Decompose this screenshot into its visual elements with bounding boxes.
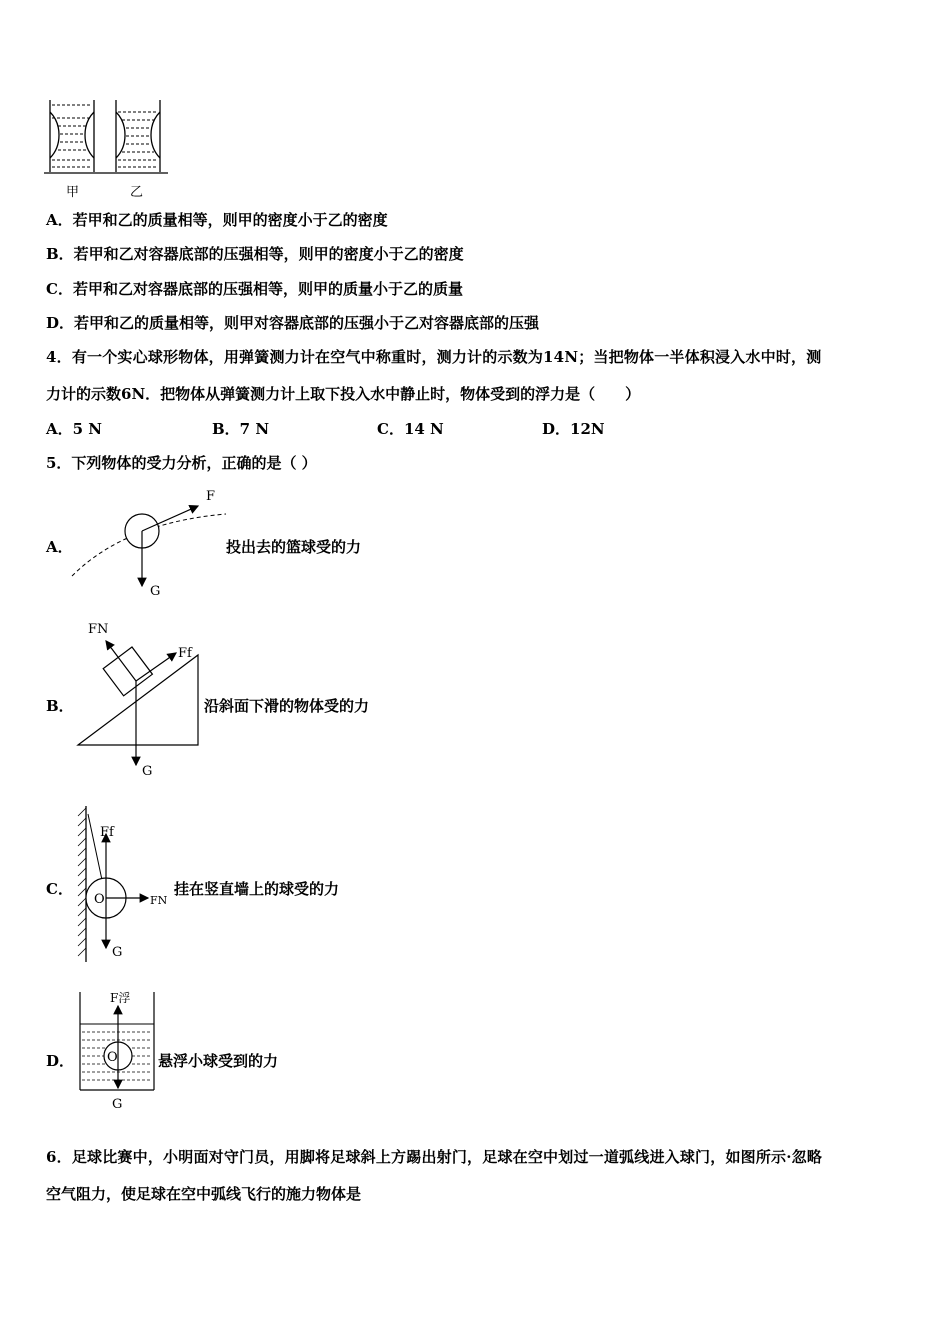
label-yi: 乙 xyxy=(130,185,144,200)
q4-option-d: D．12N xyxy=(542,420,605,438)
q5-stem: 5．下列物体的受力分析，正确的是（ ） xyxy=(46,454,317,472)
force-f-label: F xyxy=(206,489,216,504)
q5-option-a-letter: A． xyxy=(46,538,73,556)
q5-option-d-letter: D． xyxy=(46,1052,75,1070)
normal-force-label: FN xyxy=(88,622,109,637)
q6-stem-line1: 6．足球比赛中，小明面对守门员，用脚将足球斜上方踢出射门，足球在空中划过一道弧线进入球门，如图所示·忽略 xyxy=(46,1148,823,1166)
q4-option-b: B．7 N xyxy=(212,420,270,438)
friction-label: Ff xyxy=(178,646,192,661)
gravity-label: G xyxy=(142,764,153,779)
q3-option-c: C．若甲和乙对容器底部的压强相等，则甲的质量小于乙的质量 xyxy=(46,280,463,298)
q5-option-a-text: 投出去的篮球受的力 xyxy=(226,538,362,556)
center-label: O xyxy=(94,892,105,907)
q3-option-d: D．若甲和乙的质量相等，则甲对容器底部的压强小于乙对容器底部的压强 xyxy=(46,314,540,332)
q5-option-c-letter: C． xyxy=(46,880,73,898)
wall-ball-figure xyxy=(72,804,176,964)
buoyancy-label: F浮 xyxy=(110,991,131,1005)
normal-force-label: FN xyxy=(150,894,168,907)
center-label: O xyxy=(107,1050,118,1065)
label-jia: 甲 xyxy=(66,185,80,200)
gravity-label: G xyxy=(112,945,123,960)
q5-option-d-text: 悬浮小球受到的力 xyxy=(158,1052,279,1070)
q4-stem-line1: 4．有一个实心球形物体，用弹簧测力计在空气中称重时，测力计的示数为14N；当把物体一半体积浸入水中时，测 xyxy=(46,348,822,366)
friction-label: Ff xyxy=(100,825,114,840)
gravity-label: G xyxy=(112,1097,123,1112)
basketball-figure xyxy=(66,482,236,600)
q4-option-a: A．5 N xyxy=(46,420,103,438)
q5-option-b-letter: B． xyxy=(46,697,74,715)
gravity-label: G xyxy=(150,584,161,599)
q6-stem-line2: 空气阻力，使足球在空中弧线飞行的施力物体是 xyxy=(46,1185,362,1203)
q3-option-a: A．若甲和乙的质量相等，则甲的密度小于乙的密度 xyxy=(46,211,388,229)
q5-option-b-text: 沿斜面下滑的物体受的力 xyxy=(204,697,370,715)
q4-option-c: C．14 N xyxy=(377,420,444,438)
q5-option-c-text: 挂在竖直墙上的球受的力 xyxy=(174,880,340,898)
suspended-ball-figure xyxy=(76,986,162,1114)
q3-option-b: B．若甲和乙对容器底部的压强相等，则甲的密度小于乙的密度 xyxy=(46,245,464,263)
q4-stem-line2: 力计的示数6N．把物体从弹簧测力计上取下投入水中静止时，物体受到的浮力是（ ） xyxy=(46,385,641,403)
containers-figure xyxy=(44,96,174,202)
incline-figure xyxy=(74,617,206,779)
